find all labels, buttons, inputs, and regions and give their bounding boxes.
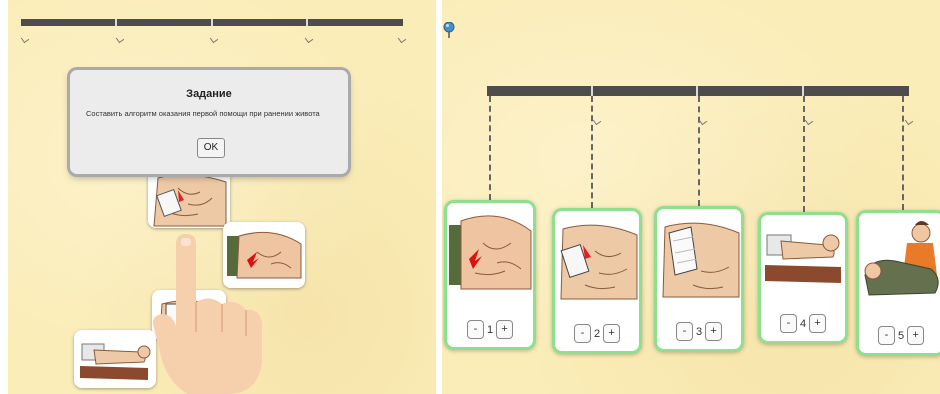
hook-icon	[805, 117, 813, 125]
transport-patient-illustration	[859, 213, 940, 313]
napkin-on-wound-illustration	[148, 168, 230, 228]
decrease-button[interactable]: -	[574, 324, 591, 343]
hook-icon	[305, 35, 313, 43]
increase-button[interactable]: +	[907, 326, 924, 345]
order-counter	[447, 320, 533, 339]
decrease-button[interactable]: -	[780, 314, 797, 333]
hook-icon	[905, 117, 913, 125]
hook-icon	[21, 35, 29, 43]
bandaged-abdomen-illustration	[657, 209, 741, 309]
answer-panel	[442, 0, 940, 394]
task-dialog	[70, 70, 348, 174]
answer-card-3[interactable]	[654, 206, 744, 352]
decrease-button[interactable]: -	[878, 326, 895, 345]
order-counter	[657, 322, 741, 341]
answer-card-1[interactable]	[444, 200, 536, 350]
order-number: 1	[486, 323, 494, 336]
dialog-text: Составить алгоритм оказания первой помощи при ранении живота	[86, 109, 320, 118]
hook-icon	[116, 35, 124, 43]
order-number: 4	[799, 317, 807, 330]
order-number: 5	[897, 329, 905, 342]
increase-button[interactable]: +	[705, 322, 722, 341]
order-counter	[761, 314, 845, 333]
order-counter	[555, 324, 639, 343]
hook-icon	[398, 35, 406, 43]
order-number: 3	[695, 325, 703, 338]
increase-button[interactable]: +	[496, 320, 513, 339]
hanging-bar	[21, 19, 403, 26]
ok-button[interactable]: OK	[197, 138, 225, 158]
increase-button[interactable]: +	[603, 324, 620, 343]
pointing-hand-icon	[148, 232, 268, 394]
increase-button[interactable]: +	[809, 314, 826, 333]
napkin-on-wound-illustration	[555, 211, 639, 311]
order-number: 2	[593, 327, 601, 340]
answer-card-2[interactable]	[552, 208, 642, 354]
hook-icon	[210, 35, 218, 43]
task-panel	[8, 0, 436, 394]
hanging-bar	[487, 86, 909, 96]
hook-icon	[699, 117, 707, 125]
answer-card-4[interactable]	[758, 212, 848, 344]
scattered-card-napkin[interactable]	[148, 168, 230, 228]
scattered-card-lying[interactable]	[74, 330, 156, 388]
decrease-button[interactable]: -	[467, 320, 484, 339]
dialog-title: Задание	[186, 88, 232, 100]
hook-icon	[593, 117, 601, 125]
decrease-button[interactable]: -	[676, 322, 693, 341]
abdominal-wound-illustration	[447, 203, 533, 303]
pin-icon[interactable]	[443, 22, 455, 38]
patient-lying-illustration	[74, 330, 156, 388]
answer-card-5[interactable]	[856, 210, 940, 356]
order-counter	[859, 326, 940, 345]
patient-lying-illustration	[761, 215, 845, 301]
